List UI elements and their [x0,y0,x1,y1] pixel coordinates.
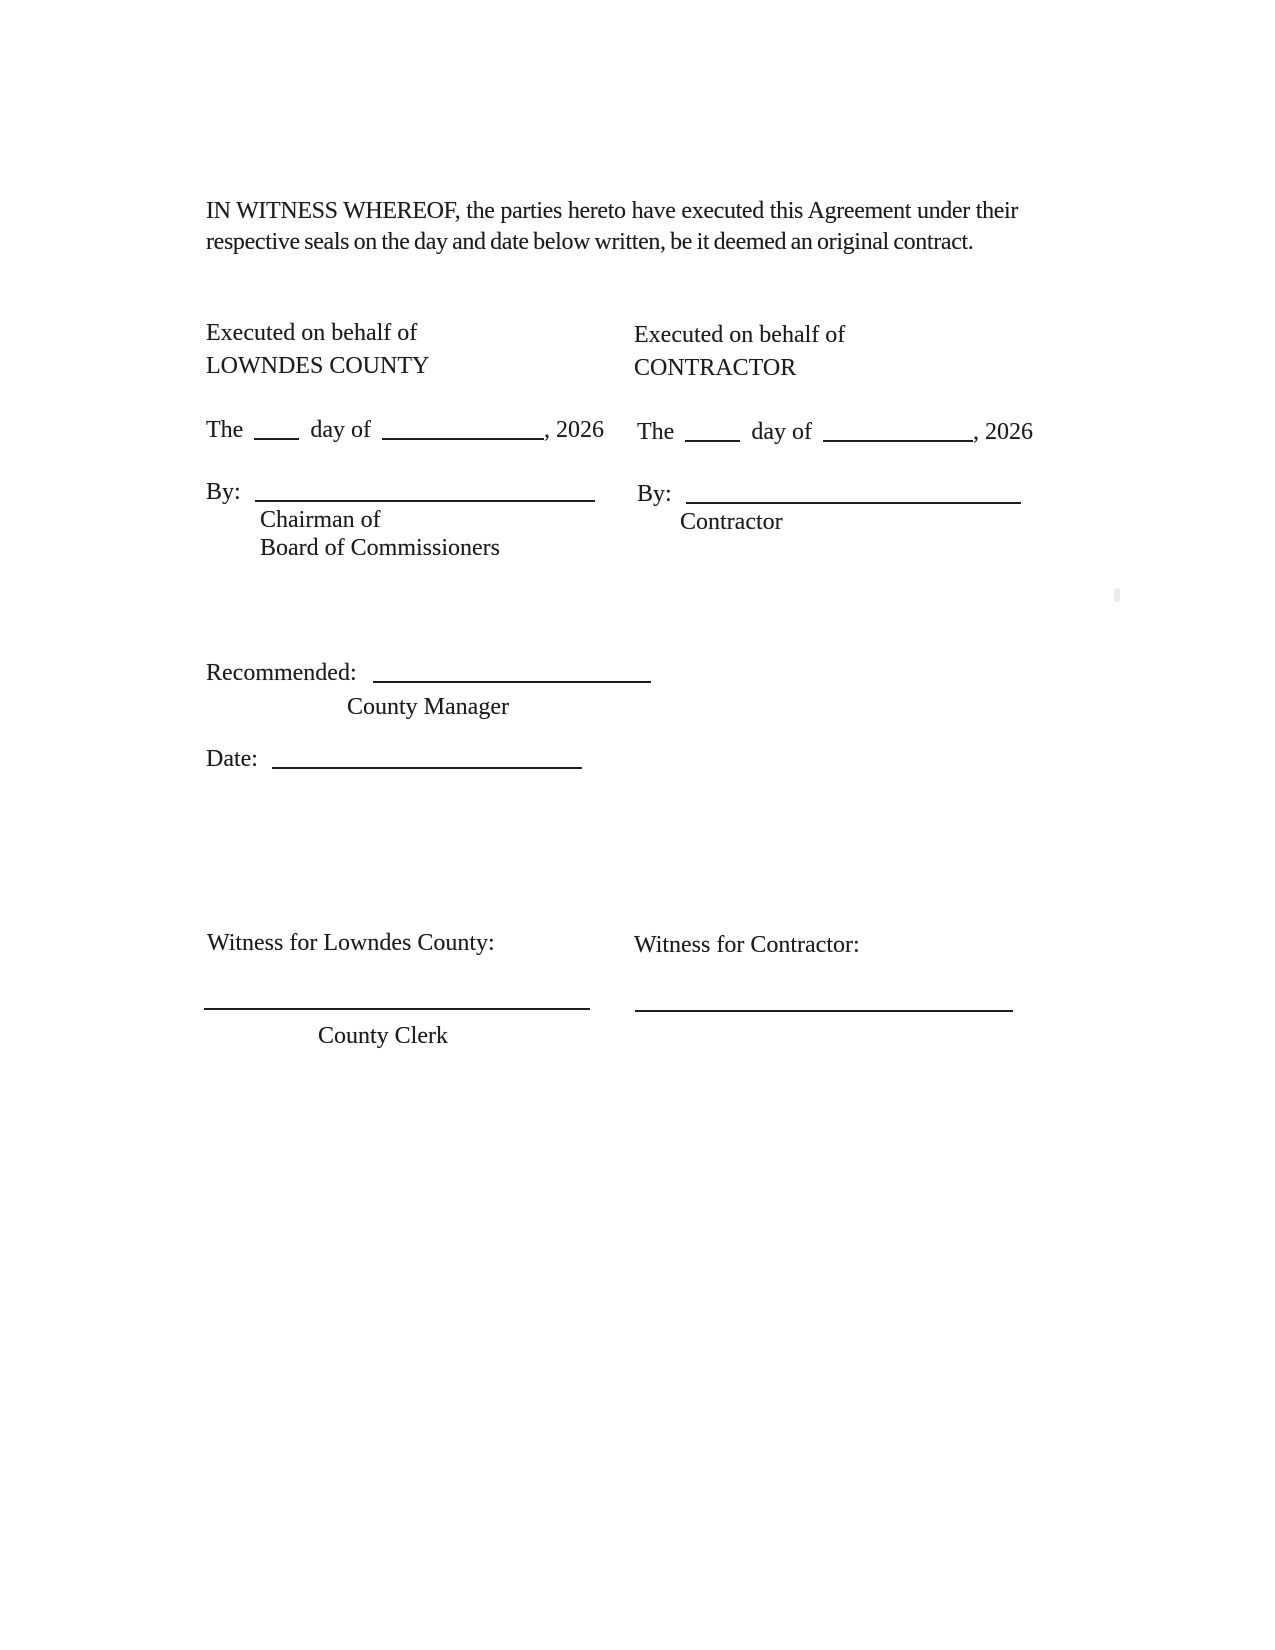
date-connector-contractor: day of [751,419,812,445]
board-title: Board of Commissioners [260,535,500,561]
party-name-contractor: CONTRACTOR [634,355,797,381]
party-name-county: LOWNDES COUNTY [206,353,430,379]
date-connector-county: day of [310,417,371,443]
witness-contractor-label: Witness for Contractor: [634,932,860,958]
by-label-county: By: [206,479,241,505]
date-row [206,746,587,773]
executed-block-county [206,317,429,383]
recommended-label: Recommended: [206,660,357,686]
executed-label-contractor: Executed on behalf of [634,322,846,348]
executed-label-county: Executed on behalf of [206,320,418,346]
by-label-contractor: By: [637,481,672,507]
by-signature-line-contractor [686,502,1021,504]
witness-county-label: Witness for Lowndes County: [207,930,495,956]
date-sentence-county [206,417,604,444]
executed-block-contractor [634,319,845,385]
recommended-row [206,660,656,687]
by-signature-line-county [255,500,595,502]
by-row-county [206,479,600,506]
year-suffix-contractor: , 2026 [972,419,1033,445]
date-label: Date: [206,746,258,772]
day-blank-line-contractor [685,440,740,442]
year-suffix-county: , 2026 [543,417,604,443]
county-manager-title: County Manager [347,694,509,720]
scan-artifact [1114,588,1120,602]
signer-titles-county [260,506,500,562]
chairman-title: Chairman of [260,507,381,533]
witness-clause-paragraph: IN WITNESS WHEREOF, the parties hereto have executed this Agreement under their respective seals on the day and date below written, be it deemed an original contract. [206,198,1018,255]
by-row-contractor [637,481,1026,508]
month-blank-line-contractor [823,440,973,442]
witness-signature-line-contractor [635,1010,1013,1012]
signer-title-contractor [680,508,783,536]
recommended-signature-line [373,681,651,683]
county-clerk-title: County Clerk [318,1023,448,1049]
witness-signature-line-county [204,1008,590,1010]
month-blank-line-county [382,438,544,440]
date-sentence-contractor [637,419,1033,446]
date-blank-line [272,767,582,769]
date-prefix-county: The [206,417,244,443]
contractor-title: Contractor [680,509,783,535]
date-prefix-contractor: The [637,419,675,445]
day-blank-line-county [254,438,299,440]
